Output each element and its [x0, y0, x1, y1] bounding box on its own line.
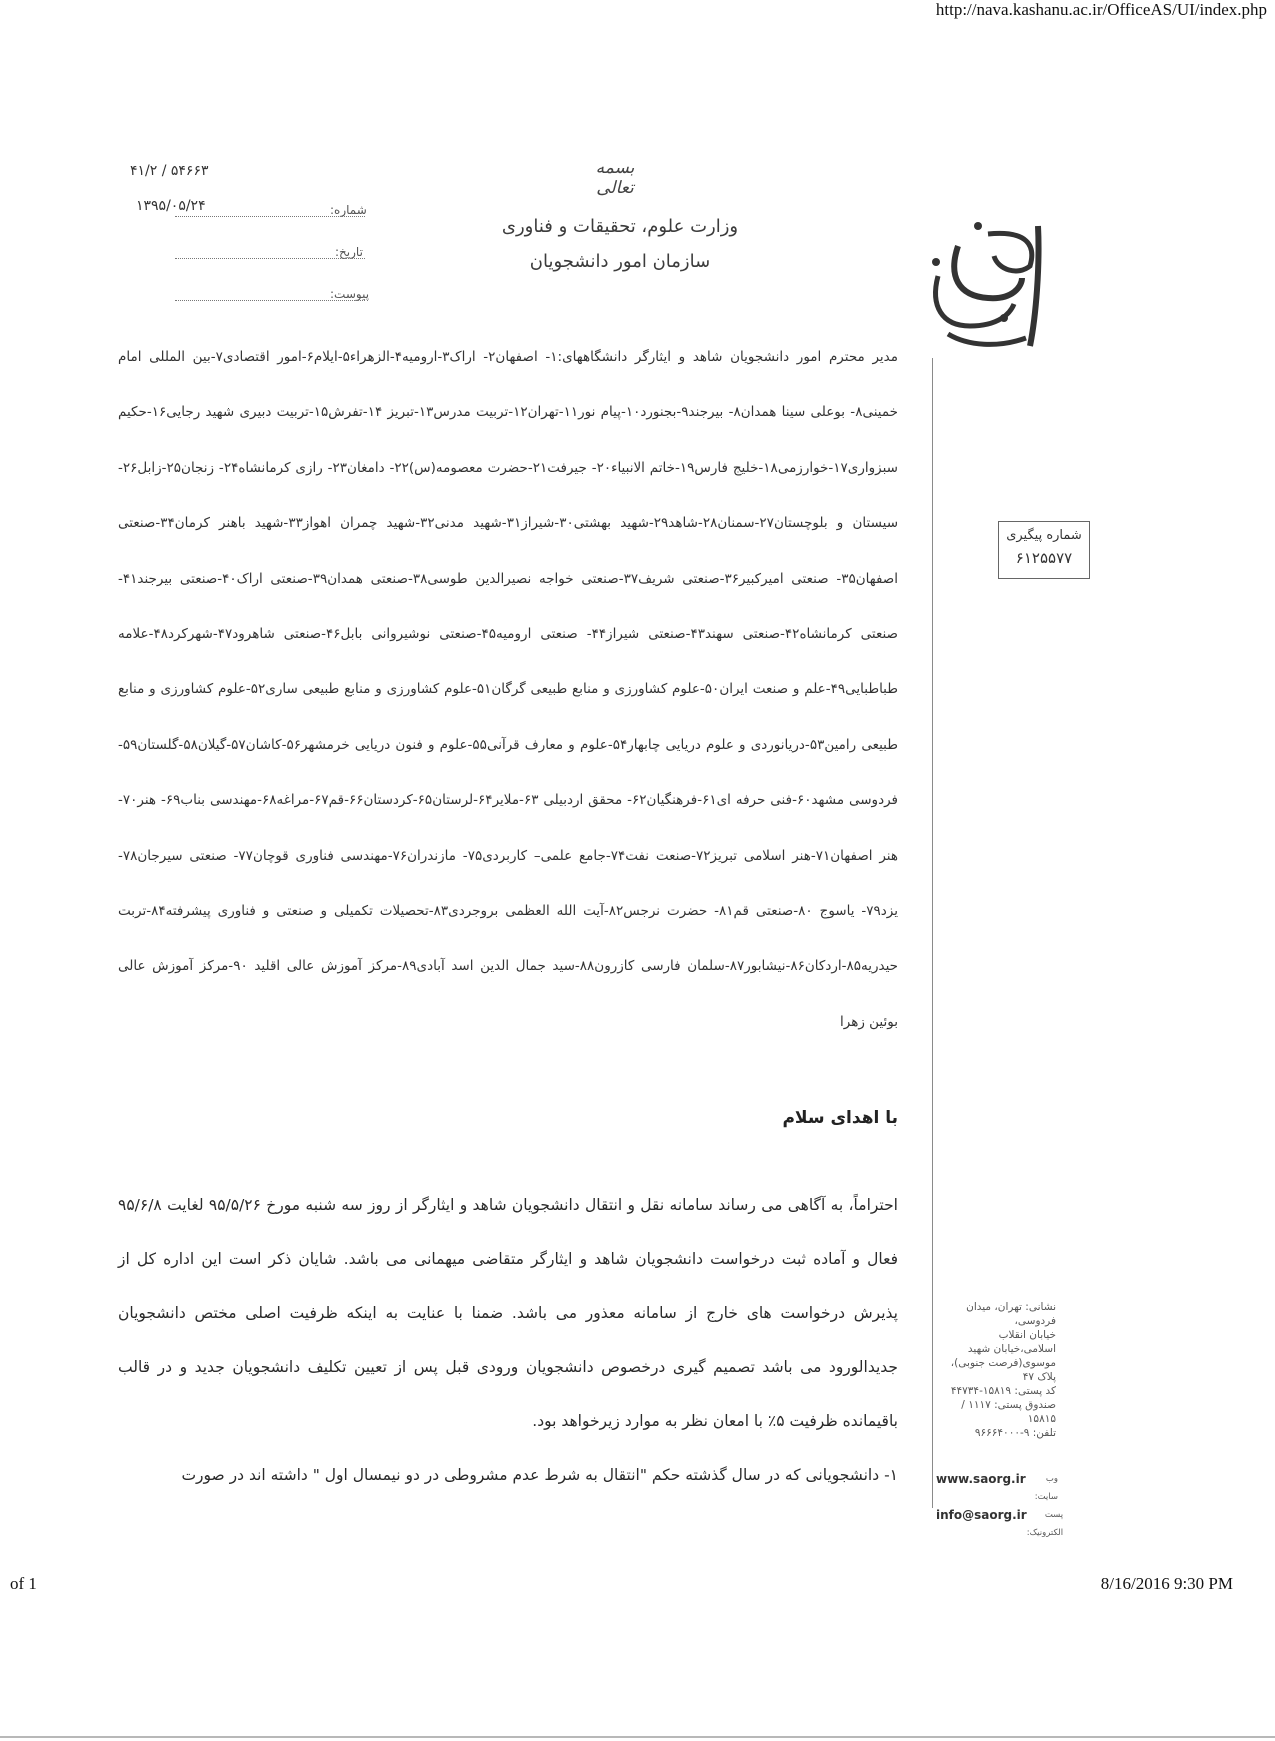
tracking-label: شماره پیگیری [1006, 528, 1082, 543]
bismillah: بسمه تعالی [595, 158, 635, 198]
scan-edge [0, 1736, 1275, 1738]
body-paragraph: احتراماً، به آگاهی می رساند سامانه نقل و انتقال دانشجویان شاهد و ایثارگر از روز سه شنبه مورخ ۹۵/۵/۲۶ لغایت ۹۵/۶/۸ فعال و آماده ثبت درخواست دانشجویان شاهد و ایثارگر متقاضی میهمانی می باشد. شایان ذکر است این اداره کل از پذیرش درخواست های خارج از سامانه معذور می باشد. ضمنا با عنایت به اینکه ظرفیت اصلی مختص دانشجویان جدیدالورود می باشد تصمیم گیری درخصوص دانشجویان ورودی قبل پس از تعیین تکلیف دانشجویان جدید و در قالب باقیمانده ظرفیت ۵٪ با امعان نظر به موارد زیرخواهد بود. [118, 1196, 898, 1430]
tracking-number: ۶۱۲۵۵۷۷ [1015, 549, 1073, 567]
organization-logo [918, 206, 1058, 356]
letter-body [118, 1178, 898, 1502]
print-datetime: 8/16/2016 9:30 PM [1100, 1574, 1233, 1593]
letter-number-value: ۴۱/۲ / ۵۴۶۶۳ [130, 163, 209, 179]
item-1: ۱- دانشجویانی که در سال گذشته حکم "انتقال به شرط عدم مشروطی در دو نیمسال اول " داشته اند در صورت [181, 1466, 898, 1484]
contact-address [938, 1300, 1056, 1440]
letter-date-label: تاریخ: [335, 245, 363, 259]
letter-number-label: شماره: [330, 203, 367, 217]
attachment-label: پیوست: [330, 287, 370, 301]
ministry-header [470, 216, 770, 286]
greeting: با اهدای سلام [782, 1108, 898, 1128]
email-label: پست الکترونیک: [1026, 1510, 1064, 1538]
postal-code: کد پستی: ۱۵۸۱۹-۴۴۷۳۴ [950, 1385, 1056, 1397]
address-line: نشانی: تهران، میدان فردوسی، [966, 1301, 1056, 1327]
ministry-name: وزارت علوم، تحقیقات و فناوری [501, 216, 739, 237]
number-dots [175, 216, 365, 217]
website-link[interactable]: www.saorg.ir [936, 1472, 1026, 1486]
organization-name: سازمان امور دانشجویان [529, 251, 711, 272]
tracking-box [998, 521, 1090, 579]
email-link[interactable]: info@saorg.ir [936, 1508, 1027, 1522]
page-count: of 1 [10, 1574, 37, 1593]
addressees-paragraph: مدیر محترم امور دانشجویان شاهد و ایثارگر دانشگاههای:۱- اصفهان۲- اراک۳-ارومیه۴-الزهراء۵-ایلام۶-امور اقتصادی۷-بین المللی امام خمینی۸- بوعلی سینا همدان۸- بیرجند۹-بجنورد۱۰-پیام نور۱۱-تهران۱۲-تربیت مدرس۱۳-تبریز ۱۴-تفرش۱۵-تربیت دبیری شهید رجایی۱۶-حکیم سبزواری۱۷-خوارزمی۱۸-خلیج فارس۱۹-خاتم الانبیاء۲۰- جیرفت۲۱-حضرت معصومه(س)۲۲- دامغان۲۳- رازی کرمانشاه۲۴- زنجان۲۵-زابل۲۶-سیستان و بلوچستان۲۷-سمنان۲۸-شاهد۲۹-شهید بهشتی۳۰-شیراز۳۱-شهید مدنی۳۲-شهید چمران اهواز۳۳-شهید باهنر کرمان۳۴-صنعتی اصفهان۳۵- صنعتی امیرکبیر۳۶-صنعتی شریف۳۷-صنعتی خواجه نصیرالدین طوسی۳۸-صنعتی همدان۳۹-صنعتی اراک۴۰-صنعتی بیرجند۴۱-صنعتی کرمانشاه۴۲-صنعتی سهند۴۳-صنعتی شیراز۴۴- صنعتی ارومیه۴۵-صنعتی نوشیروانی بابل۴۶-صنعتی شاهرود۴۷-شهرکرد۴۸-علامه طباطبایی۴۹-علم و صنعت ایران۵۰-علوم کشاورزی و منابع طبیعی گرگان۵۱-علوم کشاورزی و منابع طبیعی ساری۵۲-علوم کشاورزی و منابع طبیعی رامین۵۳-دریانوردی و علوم دریایی چابهار۵۴-علوم و معارف قرآنی۵۵-علوم و فنون دریایی خرمشهر۵۶-کاشان۵۷-گیلان۵۸-گلستان۵۹-فردوسی مشهد۶۰-فنی حرفه ای۶۱-فرهنگیان۶۲- محقق اردبیلی ۶۳-ملایر۶۴-لرستان۶۵-کردستان۶۶-قم۶۷-مراغه۶۸-مهندسی بناب۶۹- هنر۷۰-هنر اصفهان۷۱-هنر اسلامی تبریز۷۲-صنعت نفت۷۴-جامع علمی– کاربردی۷۵- مازندران۷۶-مهندسی فناوری قوچان۷۷- صنعتی سیرجان۷۸-یزد۷۹- یاسوج ۸۰-صنعتی قم۸۱- حضرت نرجس۸۲-آیت الله العظمی بروجردی۸۳-تحصیلات تکمیلی و صنعتی و فناوری پیشرفته۸۴-تربت حیدریه۸۵-اردکان۸۶-نیشابور۸۷-سلمان فارسی کازرون۸۸-سید جمال الدین اسد آبادی۸۹-مرکز آموزش عالی اقلید ۹۰-مرکز آموزش عالی بوئین زهرا [118, 349, 899, 1030]
attachment-dots [175, 300, 365, 301]
letter-date-value: ۱۳۹۵/۰۵/۲۴ [136, 198, 206, 214]
website-label: وب سایت: [1034, 1474, 1058, 1502]
print-url: http://nava.kashanu.ac.ir/OfficeAS/UI/index.php [935, 0, 1267, 19]
address-line: موسوی(فرصت جنوبی)، پلاک ۴۷ [950, 1357, 1056, 1383]
address-line: خیابان انقلاب اسلامی،خیابان شهید [967, 1329, 1056, 1355]
web-contact [936, 1470, 1064, 1542]
logo-mark [918, 206, 1058, 356]
po-box: صندوق پستی: ۱۱۱۷ / ۱۵۸۱۵ [961, 1399, 1056, 1425]
phone: تلفن: ۹-۹۶۶۶۴۰۰۰ [974, 1427, 1056, 1439]
margin-divider [932, 358, 933, 1508]
date-dots [175, 258, 365, 259]
